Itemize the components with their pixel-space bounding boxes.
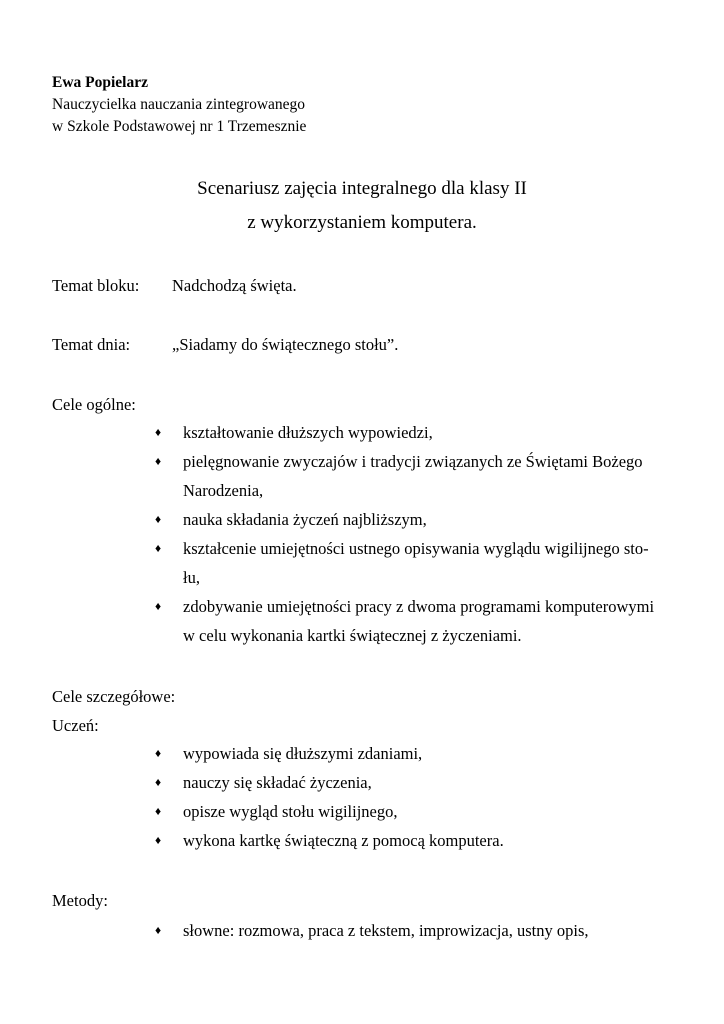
list-item <box>150 447 680 505</box>
list-item-text: nauka składania życzeń najbliższym, <box>183 510 427 529</box>
list-item <box>150 768 680 797</box>
list-item-text: kształtowanie dłuższych wypowiedzi, <box>183 423 433 442</box>
author-block <box>52 72 306 138</box>
list-item <box>150 826 680 855</box>
diamond-bullet-icon: ♦ <box>155 541 162 555</box>
list-item <box>150 592 680 650</box>
diamond-bullet-icon: ♦ <box>155 599 162 613</box>
list-item-text-continued: łu, <box>183 568 200 587</box>
temat-dnia-label: Temat dnia: <box>52 335 131 354</box>
temat-bloku-value: Nadchodzą święta. <box>172 276 297 295</box>
list-item <box>150 916 680 945</box>
list-item <box>150 505 680 534</box>
list-item <box>150 418 680 447</box>
list-item-text-continued: w celu wykonania kartki świątecznej z życzeniami. <box>183 626 522 645</box>
list-item-text: słowne: rozmowa, praca z tekstem, improwizacja, ustny opis, <box>183 921 589 940</box>
diamond-bullet-icon: ♦ <box>155 512 162 526</box>
author-role: Nauczycielka nauczania zintegrowanego <box>52 96 306 113</box>
diamond-bullet-icon: ♦ <box>155 804 162 818</box>
document-title <box>0 172 724 240</box>
list-item-text: wypowiada się dłuższymi zdaniami, <box>183 744 423 763</box>
list-item <box>150 534 680 592</box>
metody-heading: Metody: <box>52 891 108 910</box>
diamond-bullet-icon: ♦ <box>155 775 162 789</box>
author-name: Ewa Popielarz <box>52 74 148 91</box>
title-line-1: Scenariusz zajęcia integralnego dla klasy II <box>197 178 527 199</box>
diamond-bullet-icon: ♦ <box>155 923 162 937</box>
cele-szczegolowe-list <box>150 739 680 855</box>
list-item-text-continued: Narodzenia, <box>183 481 264 500</box>
list-item <box>150 797 680 826</box>
list-item-text: nauczy się składać życzenia, <box>183 773 372 792</box>
diamond-bullet-icon: ♦ <box>155 425 162 439</box>
author-school: w Szkole Podstawowej nr 1 Trzemesznie <box>52 118 307 135</box>
list-item <box>150 739 680 768</box>
metody-list <box>150 916 680 945</box>
list-item-text: zdobywanie umiejętności pracy z dwoma programami komputerowymi <box>183 597 655 616</box>
list-item-text: opisze wygląd stołu wigilijnego, <box>183 802 398 821</box>
uczen-subheading: Uczeń: <box>52 716 99 735</box>
temat-dnia-row <box>52 334 398 356</box>
cele-ogolne-heading: Cele ogólne: <box>52 395 136 414</box>
list-item-text: wykona kartkę świąteczną z pomocą komputera. <box>183 831 504 850</box>
diamond-bullet-icon: ♦ <box>155 833 162 847</box>
cele-szczegolowe-heading: Cele szczegółowe: <box>52 687 176 706</box>
temat-dnia-value: „Siadamy do świątecznego stołu”. <box>172 335 399 354</box>
cele-ogolne-list <box>150 418 680 650</box>
diamond-bullet-icon: ♦ <box>155 746 162 760</box>
diamond-bullet-icon: ♦ <box>155 454 162 468</box>
title-line-2: z wykorzystaniem komputera. <box>247 212 477 233</box>
temat-bloku-label: Temat bloku: <box>52 276 140 295</box>
list-item-text: pielęgnowanie zwyczajów i tradycji związanych ze Świętami Bożego <box>183 452 643 471</box>
list-item-text: kształcenie umiejętności ustnego opisywania wyglądu wigilijnego sto- <box>183 539 649 558</box>
temat-bloku-row <box>52 275 297 297</box>
